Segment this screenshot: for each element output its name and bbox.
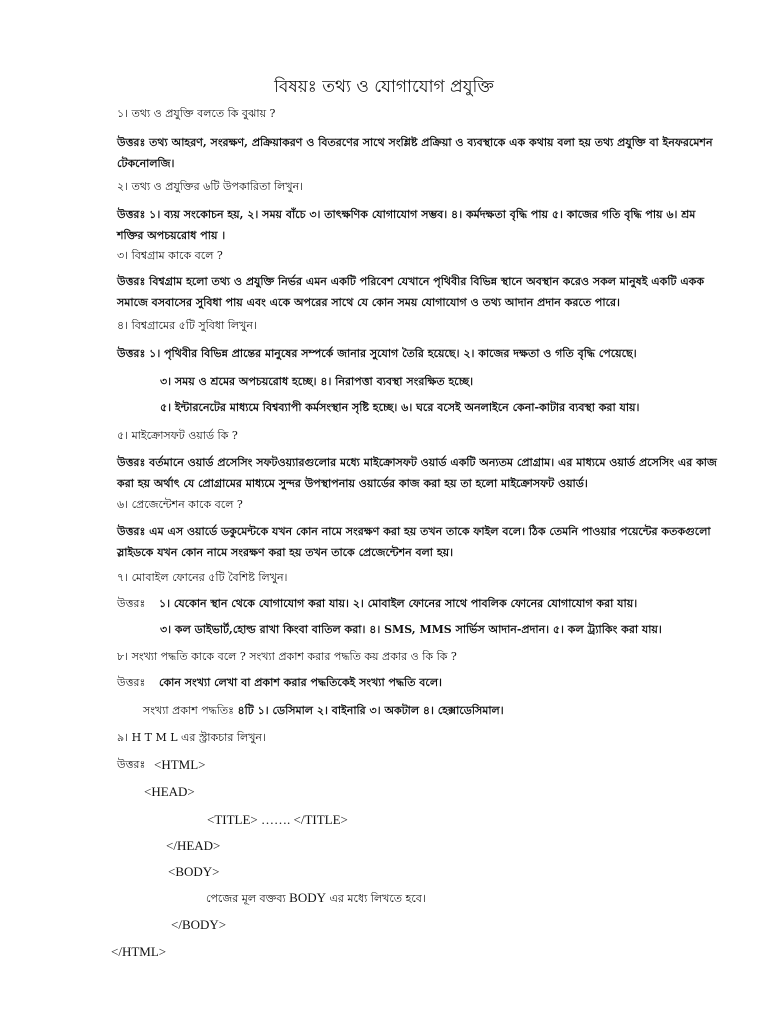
answer-3: উত্তরঃ বিশ্বগ্রাম হলো তথ্য ও প্রযুক্তি নির্ভর এমন একটি পরিবেশ যেখানে পৃথিবীর বিভিন্ন স্থানে অবস্থান করেও সকল মানুষই একটি একক সমাজে বসবাসের সুবিধা পায় এবং একে অপরের সাথে যে কোন সময় যোগাযোগ ও তথ্য আদান প্রদান করতে পারে। (117, 275, 705, 309)
answer-7-line-2: ৩। কল ডাইভার্ট,হোল্ড রাখা কিংবা বাতিল করা। ৪। SMS, MMS সার্ভিস আদান-প্রদান। ৫। কল ট্র্যাকিং করা যায়। (160, 623, 662, 636)
question-7: ৭। মোবাইল ফোনের ৫টি বৈশিষ্ট লিখুন। (117, 571, 288, 584)
answer-2: উত্তরঃ ১। ব্যয় সংকোচন হয়, ২। সময় বাঁচে ৩। তাৎক্ষণিক যোগাযোগ সম্ভব। ৪। কর্মদক্ষতা বৃদ্ধি পায় ৫। কাজের গতি বৃদ্ধি পায় ৬। শ্রম শক্তির অপচয়রোধ পায় । (117, 208, 696, 242)
answer-5: উত্তরঃ বর্তমানে ওয়ার্ড প্রসেসিং সফটওয়্যারগুলোর মধ্যে মাইক্রোসফট ওয়ার্ড একটি অন্যতম প্রোগ্রাম। এর মাধ্যমে ওয়ার্ড প্রসেসিং এর কাজ করা হয় অর্থাৎ যে প্রোগ্রামের মাধ্যমে সুন্দর উপস্থাপনায় ওয়ার্ডের কাজ করা হয় তা হলো মাইক্রোসফট ওয়ার্ড। (117, 456, 717, 490)
question-9: ৯। H T M L এর স্ট্রাকচার লিখুন। (117, 731, 266, 744)
code-html-open: <HTML> (154, 757, 206, 772)
code-body-close: </BODY> (171, 917, 227, 932)
answer-4-line-2: ৩। সময় ও শ্রমের অপচয়রোধ হচ্ছে। ৪। নিরাপত্তা ব্যবস্থা সংরক্ষিত হচ্ছে। (160, 375, 474, 388)
page-title: বিষয়ঃ তথ্য ও যোগাযোগ প্রযুক্তি (274, 77, 494, 97)
answer-4-line-1: উত্তরঃ ১। পৃথিবীর বিভিন্ন প্রান্তের মানুষের সম্পর্কে জানার সুযোগ তৈরি হয়েছে। ২। কাজের দক্ষতা ও গতি বৃদ্ধি পেয়েছে। (117, 347, 637, 360)
question-4: ৪। বিশ্বগ্রামের ৫টি সুবিধা লিখুন। (117, 319, 257, 332)
note-pre-text: পেজের মূল বক্তব্য (206, 892, 286, 905)
methods-list: ৪টি ১। ডেসিমাল ২। বাইনারি ৩। অকটাল ৪। হেক্সাডেসিমাল। (237, 704, 504, 717)
note-post-text: এর মধ্যে লিখতে হবে। (329, 892, 426, 905)
question-2: ২। তথ্য ও প্রযুক্তির ৬টি উপকারিতা লিখুন। (117, 180, 304, 193)
code-body-open: <BODY> (168, 864, 220, 879)
code-html-close: </HTML> (111, 944, 167, 959)
answer-8-methods-line (143, 703, 504, 719)
question-3: ৩। বিশ্বগ্রাম কাকে বলে ? (117, 249, 223, 262)
answer-1: উত্তরঃ তথ্য আহরণ, সংরক্ষণ, প্রক্রিয়াকরণ ও বিতরণের সাথে সংশ্লিষ্ট প্রক্রিয়া ও ব্যবস্থাকে এক কথায় বলা হয় তথ্য প্রযুক্তি বা ইনফরমেশন টেকনোলজি। (117, 136, 713, 170)
answer-8-label: উত্তরঃ (117, 676, 146, 689)
answer-7-label: উত্তরঃ (117, 597, 146, 610)
code-head-open: <HEAD> (144, 784, 195, 799)
question-8: ৮। সংখ্যা পদ্ধতি কাকে বলে ? সংখ্যা প্রকাশ করার পদ্ধতি কয় প্রকার ও কি কি ? (117, 650, 457, 663)
answer-8-definition: কোন সংখ্যা লেখা বা প্রকাশ করার পদ্ধতিকেই সংখ্যা পদ্ধতি বলে। (159, 676, 442, 689)
answer-9-label: উত্তরঃ (117, 758, 146, 771)
code-title-line: <TITLE> ……. </TITLE> (207, 812, 348, 827)
answer-4-line-3: ৫। ইন্টারনেটের মাধ্যমে বিশ্বব্যাপী কর্মসংস্থান সৃষ্টি হচ্ছে। ৬। ঘরে বসেই অনলাইনে কেনা-কাটার ব্যবস্থা করা যায়। (160, 401, 640, 414)
answer-7-line-1: ১। যেকোন স্থান থেকে যোগাযোগ করা যায়। ২। মোবাইল ফোনের সাথে পাবলিক ফোনের যোগাযোগ করা যায়। (159, 597, 638, 610)
question-5: ৫। মাইক্রোসফট ওয়ার্ড কি ? (117, 429, 238, 442)
note-body-word: BODY (289, 890, 327, 905)
answer-6: উত্তরঃ এম এস ওয়ার্ডে ডকুমেন্টকে যখন কোন নামে সংরক্ষণ করা হয় তখন তাকে ফাইল বলে। ঠিক তেমনি পাওয়ার পয়েন্টের কতকগুলো স্লাইডকে যখন কোন নামে সংরক্ষণ করা হয় তখন তাকে প্রেজেন্টেশন বলা হয়। (117, 525, 711, 559)
question-1: ১। তথ্য ও প্রযুক্তি বলতে কি বুঝায় ? (117, 107, 276, 120)
code-head-close: </HEAD> (166, 838, 221, 853)
code-body-note (206, 890, 426, 907)
question-6: ৬। প্রেজেন্টেশন কাকে বলে ? (117, 498, 243, 511)
methods-label: সংখ্যা প্রকাশ পদ্ধতিঃ (143, 704, 235, 717)
